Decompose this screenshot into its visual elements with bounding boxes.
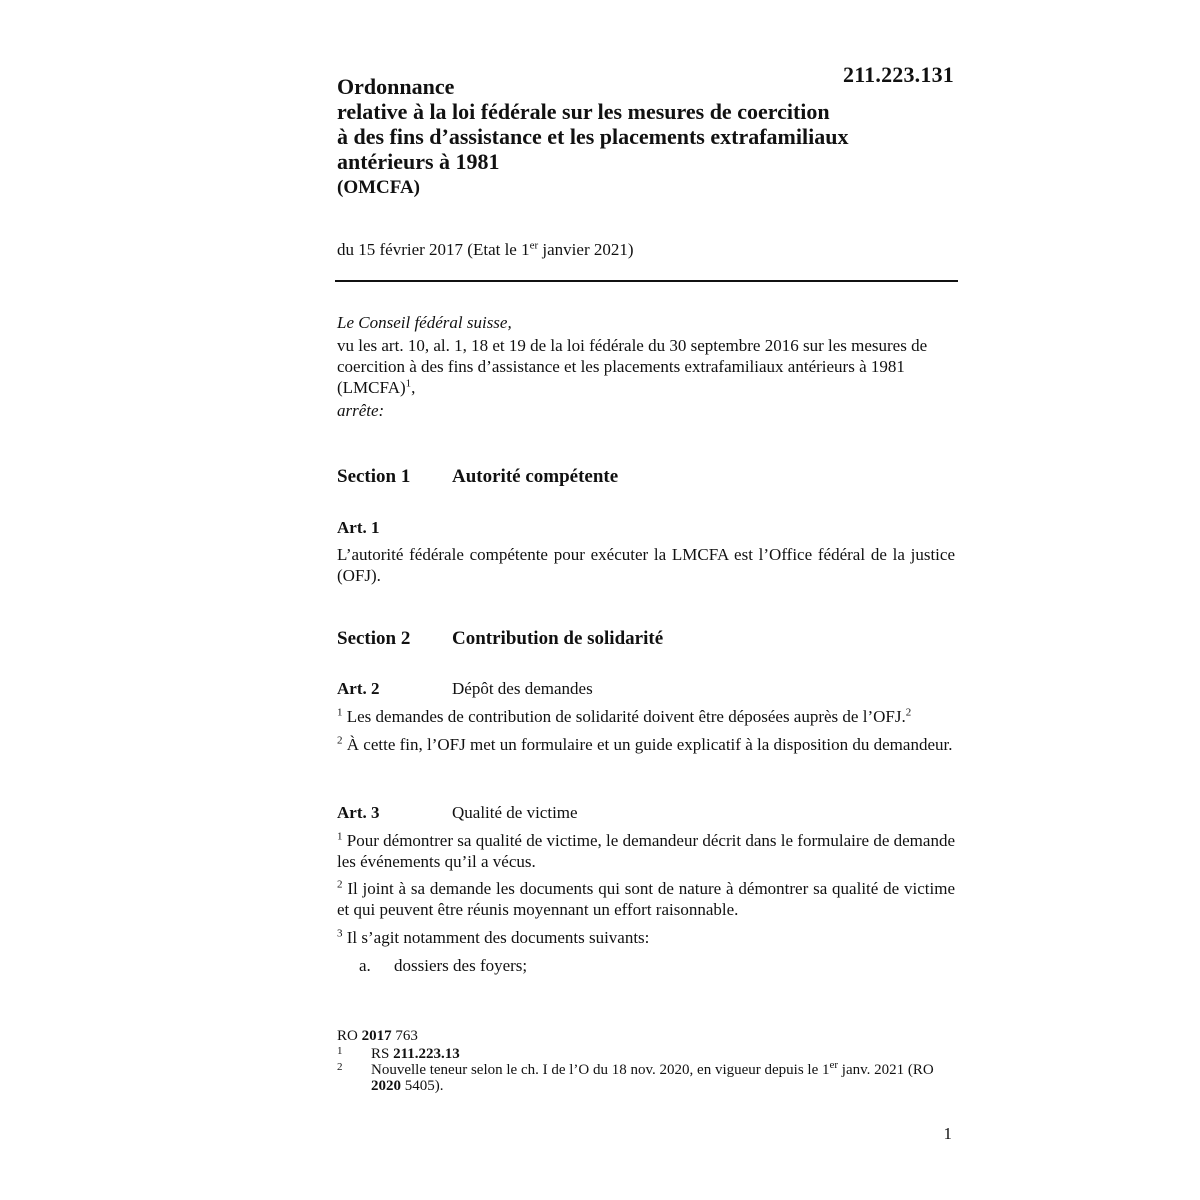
document-page (337, 60, 958, 1170)
art-2-heading (337, 679, 593, 699)
basis-text: vu les art. 10, al. 1, 18 et 19 de la loi fédérale du 30 septembre 2016 sur les mesures de coercition à des fins d’assistance et les placements extrafamiliaux antérieurs à 1981 (LMCFA) (337, 336, 928, 397)
footnote-number: 2 (337, 1061, 343, 1073)
fn1-ref: 211.223.13 (393, 1046, 460, 1062)
art-2-para-1 (337, 706, 955, 727)
preamble-basis (337, 335, 955, 398)
title-line: Ordonnance (337, 74, 455, 99)
paragraph-number: 3 (337, 927, 343, 940)
paragraph-text: Il s’agit notamment des documents suivants: (342, 928, 650, 947)
art-3-heading (337, 803, 578, 823)
sr-number: 211.223.131 (843, 62, 954, 87)
ro-prefix: RO (337, 1028, 362, 1044)
list-letter: a. (359, 956, 371, 975)
paragraph-text: Les demandes de contribution de solidarité doivent être déposées auprès de l’OFJ. (342, 707, 906, 726)
title-line: à des fins d’assistance et les placements extrafamiliaux (337, 124, 849, 149)
date-prefix: du 15 février 2017 (Etat le 1 (337, 240, 530, 259)
preamble (337, 312, 955, 421)
footnote-ref-2[interactable]: 2 (905, 706, 912, 719)
ro-year: 2017 (361, 1028, 392, 1044)
footnote-1 (337, 1046, 957, 1062)
ordinance-date (337, 240, 634, 260)
paragraph-number: 1 (337, 830, 343, 843)
ro-reference (337, 1028, 957, 1044)
fn2-text: Nouvelle teneur selon le ch. I de l’O du 18 nov. 2020, en vigueur depuis le 1 (371, 1062, 830, 1078)
section-number: Section 1 (337, 466, 411, 487)
ro-page: 763 (391, 1028, 418, 1044)
paragraph-number: 2 (337, 734, 343, 747)
fn1-prefix: RS (371, 1046, 394, 1062)
paragraph-text: Il joint à sa demande les documents qui sont de nature à démontrer sa qualité de victime et qui peuvent être réunis moyennant un effort raisonnable. (337, 879, 955, 919)
section-1-heading (337, 466, 618, 488)
fn2-year: 2020 (371, 1078, 401, 1094)
title-line: relative à la loi fédérale sur les mesures de coercition (337, 99, 830, 124)
footnotes (337, 1028, 957, 1094)
paragraph-number: 2 (337, 878, 343, 891)
article-number: Art. 1 (337, 518, 380, 537)
article-number: Art. 3 (337, 803, 380, 822)
section-title: Contribution de solidarité (452, 628, 664, 649)
art-3-para-3 (337, 927, 955, 948)
art-2-para-2 (337, 734, 955, 755)
list-text: dossiers des foyers; (394, 956, 528, 975)
ordinance-title (337, 74, 937, 174)
header-divider (335, 280, 958, 282)
fn2-sup: er (829, 1059, 839, 1071)
footnote-2 (337, 1059, 957, 1094)
footnote-ref-1[interactable]: 1 (405, 377, 412, 390)
footnote-number: 1 (337, 1045, 343, 1057)
title-line: antérieurs à 1981 (337, 149, 500, 174)
list-item (359, 956, 527, 976)
paragraph-number: 1 (337, 706, 343, 719)
preamble-authority: Le Conseil fédéral suisse, (337, 313, 512, 332)
article-number: Art. 2 (337, 679, 380, 698)
art-3-para-1 (337, 830, 955, 872)
date-suffix: janvier 2021) (538, 240, 634, 259)
section-number: Section 2 (337, 628, 411, 649)
fn2-text2: janv. 2021 (RO (838, 1062, 934, 1078)
art-3-para-2 (337, 878, 955, 920)
paragraph-text: À cette fin, l’OFJ met un formulaire et un guide explicatif à la disposition du demandeur. (342, 735, 953, 754)
page-number: 1 (943, 1124, 952, 1143)
article-heading: Dépôt des demandes (452, 679, 593, 698)
article-heading: Qualité de victime (452, 803, 578, 822)
art-1-heading (337, 518, 452, 538)
date-sup: er (529, 239, 539, 252)
art-1-text: L’autorité fédérale compétente pour exécuter la LMCFA est l’Office fédéral de la justice (OFJ). (337, 545, 955, 585)
paragraph-text: Pour démontrer sa qualité de victime, le demandeur décrit dans le formulaire de demande les événements qu’il a vécus. (337, 831, 955, 871)
section-title: Autorité compétente (452, 466, 619, 487)
fn2-end: 5405). (401, 1078, 444, 1094)
section-2-heading (337, 628, 663, 650)
basis-end: , (411, 378, 416, 397)
ordinance-abbreviation: (OMCFA) (337, 177, 421, 198)
preamble-decree: arrête: (337, 401, 385, 420)
